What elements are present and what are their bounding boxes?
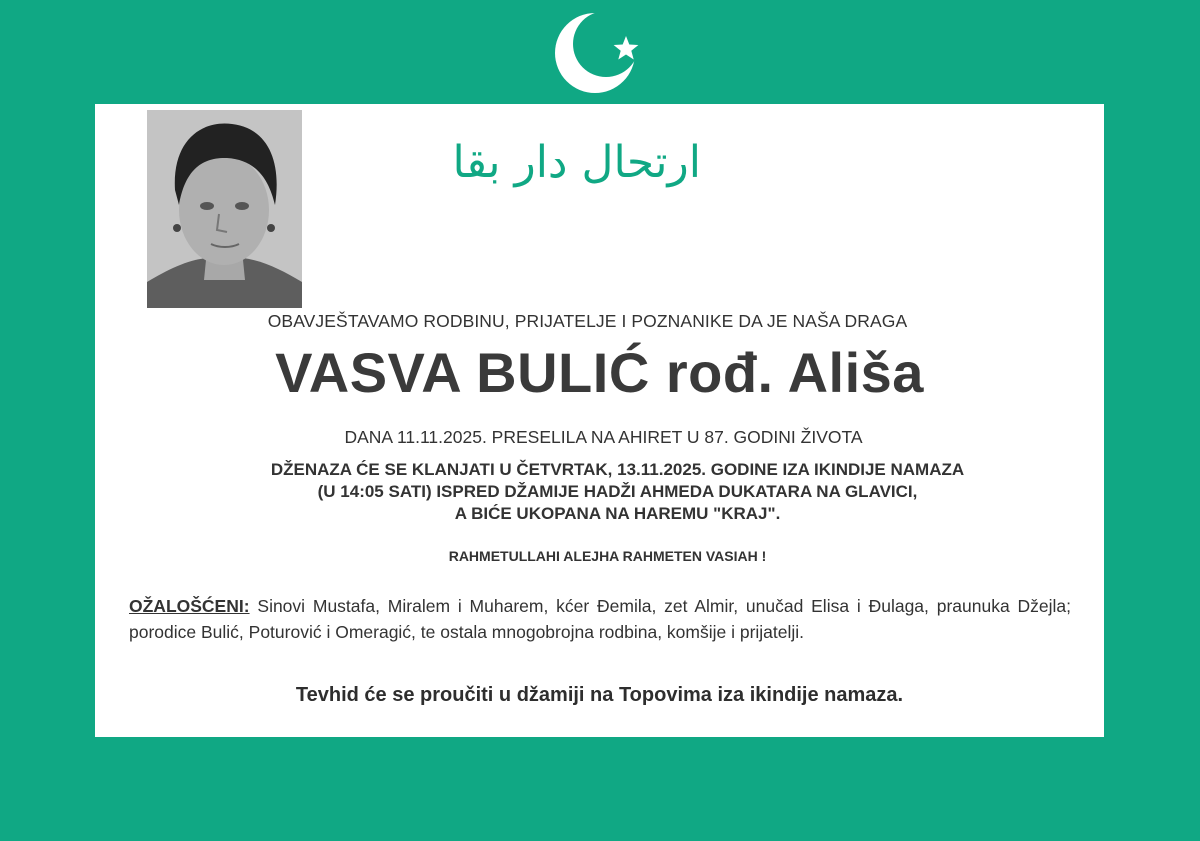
funeral-line: (U 14:05 SATI) ISPRED DŽAMIJE HADŽI AHMEDA DUKATARA NA GLAVICI, bbox=[317, 482, 918, 501]
mourners-paragraph bbox=[129, 593, 1071, 645]
funeral-line: DŽENAZA ĆE SE KLANJATI U ČETVRTAK, 13.11.2025. GODINE IZA IKINDIJE NAMAZA bbox=[270, 460, 965, 479]
crescent-and-star-icon bbox=[548, 6, 644, 100]
prayer-text: RAHMETULLAHI ALEJHA RAHMETEN VASIAH ! bbox=[448, 548, 767, 564]
funeral-details bbox=[113, 459, 1122, 525]
arabic-calligraphy: ارتحال دار بقا bbox=[452, 137, 701, 188]
death-notice-card bbox=[95, 104, 1104, 737]
tevhid-notice: Tevhid će se proučiti u džamiji na Topovima iza ikindije namaza. bbox=[295, 684, 904, 706]
announcement-text: OBAVJEŠTAVAMO RODBINU, PRIJATELJE I POZNANIKE DA JE NAŠA DRAGA bbox=[267, 311, 908, 331]
deceased-name: VASVA BULIĆ rođ. Ališa bbox=[275, 341, 924, 404]
portrait-image bbox=[147, 110, 302, 308]
funeral-line: A BIĆE UKOPANA NA HAREMU "KRAJ". bbox=[454, 504, 781, 523]
death-date-line: DANA 11.11.2025. PRESELILA NA AHIRET U 87. GODINI ŽIVOTA bbox=[344, 427, 863, 447]
mourners-label: OŽALOŠĆENI: bbox=[129, 596, 250, 616]
deceased-photo bbox=[147, 110, 302, 308]
mourners-list: Sinovi Mustafa, Miralem i Muharem, kćer Đemila, zet Almir, unučad Elisa i Đulaga, praunuka Džejla; porodice Bulić, Poturović i Omeragić, te ostala mnogobrojna rodbina, komšije i prijatelji. bbox=[129, 596, 1071, 642]
